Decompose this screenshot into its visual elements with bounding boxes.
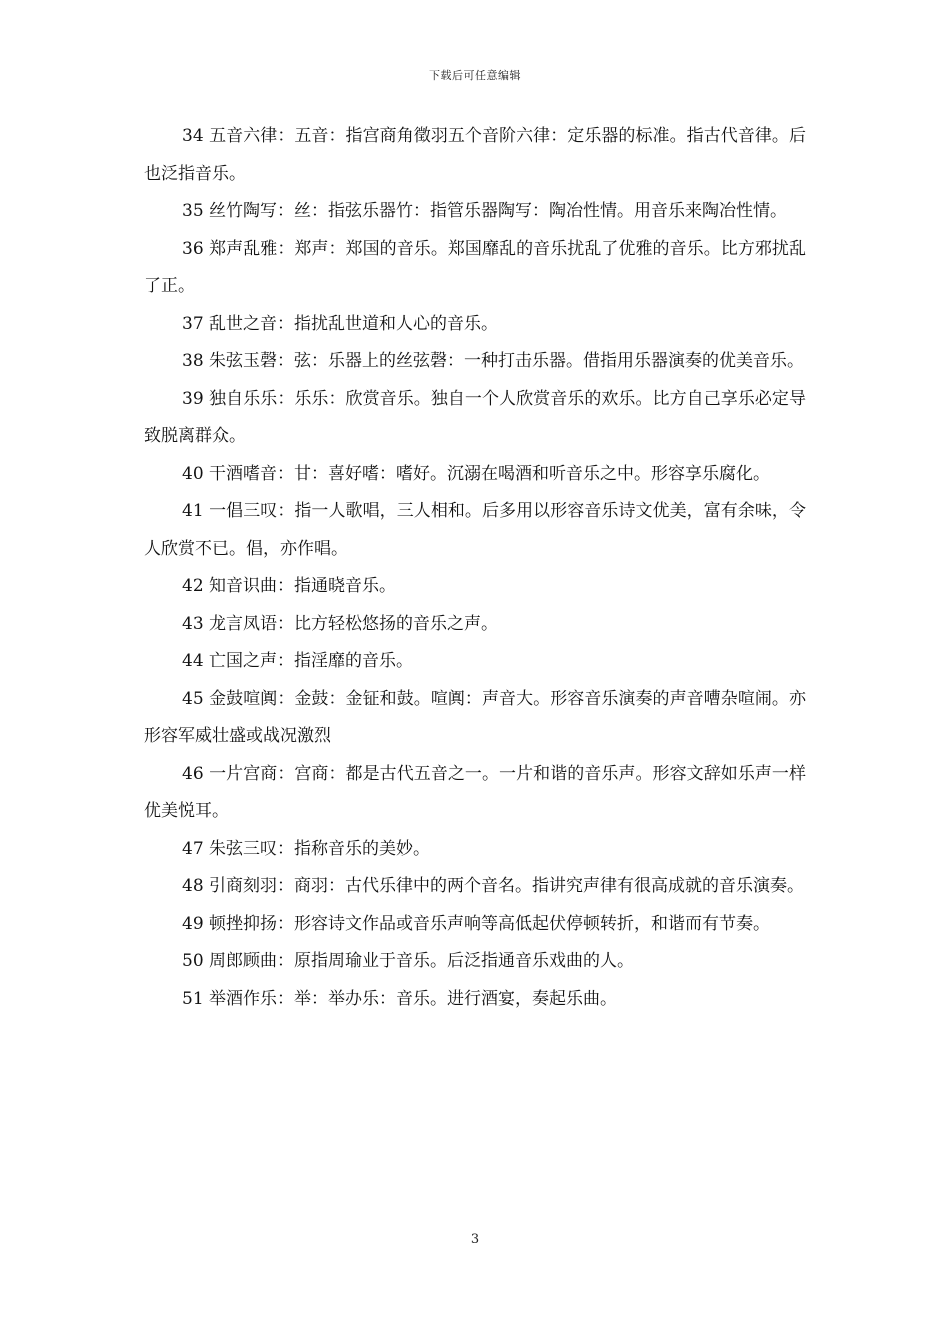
idiom-entry-35: 35 丝竹陶写：丝：指弦乐器竹：指管乐器陶写：陶冶性情。用音乐来陶冶性情。 <box>182 201 788 221</box>
idiom-entry-41: 41 一倡三叹：指一人歌唱，三人相和。后多用以形容音乐诗文优美，富有余味，令人欣赏不已。倡，亦作唱。 <box>144 501 806 559</box>
idiom-entry-34: 34 五音六律：五音：指宫商角徵羽五个音阶六律：定乐器的标准。指古代音律。后也泛指音乐。 <box>144 126 806 184</box>
idiom-entry-38: 38 朱弦玉磬：弦：乐器上的丝弦磬：一种打击乐器。借指用乐器演奏的优美音乐。 <box>182 351 805 371</box>
idiom-entry-45: 45 金鼓喧阗：金鼓：金钲和鼓。喧阗：声音大。形容音乐演奏的声音嘈杂喧闹。亦形容军威壮盛或战况激烈 <box>144 688 806 746</box>
idiom-entry-39: 39 独自乐乐：乐乐：欣赏音乐。独自一个人欣赏音乐的欢乐。比方自己享乐必定导致脱离群众。 <box>144 388 806 446</box>
idiom-entry-37: 37 乱世之音：指扰乱世道和人心的音乐。 <box>182 313 499 334</box>
idiom-entry-36: 36 郑声乱雅：郑声：郑国的音乐。郑国靡乱的音乐扰乱了优雅的音乐。比方邪扰乱了正。 <box>144 238 806 296</box>
idiom-entry-40: 40 干酒嗜音：甘：喜好嗜：嗜好。沉溺在喝酒和听音乐之中。形容享乐腐化。 <box>182 463 771 484</box>
idiom-entry-50: 50 周郎顾曲：原指周瑜业于音乐。后泛指通音乐戏曲的人。 <box>182 951 635 971</box>
idiom-entry-48: 48 引商刻羽：商羽：古代乐律中的两个音名。指讲究声律有很高成就的音乐演奏。 <box>182 876 805 896</box>
idiom-entry-44: 44 亡国之声：指淫靡的音乐。 <box>182 651 414 671</box>
idiom-entry-43: 43 龙言凤语：比方轻松悠扬的音乐之声。 <box>182 613 499 634</box>
idiom-entry-51: 51 举酒作乐：举：举办乐：音乐。进行酒宴，奏起乐曲。 <box>182 988 618 1009</box>
idiom-entry-49: 49 顿挫抑扬：形容诗文作品或音乐声响等高低起伏停顿转折，和谐而有节奏。 <box>182 913 771 934</box>
page-header: 下载后可任意编辑 <box>429 69 521 82</box>
idiom-entry-42: 42 知音识曲：指通晓音乐。 <box>182 576 397 596</box>
idiom-entry-46: 46 一片宫商：宫商：都是古代五音之一。一片和谐的音乐声。形容文辞如乐声一样优美悦耳。 <box>144 763 806 821</box>
idiom-entry-47: 47 朱弦三叹：指称音乐的美妙。 <box>182 838 431 859</box>
document-body <box>144 118 806 1018</box>
page-number: 3 <box>470 1232 480 1247</box>
